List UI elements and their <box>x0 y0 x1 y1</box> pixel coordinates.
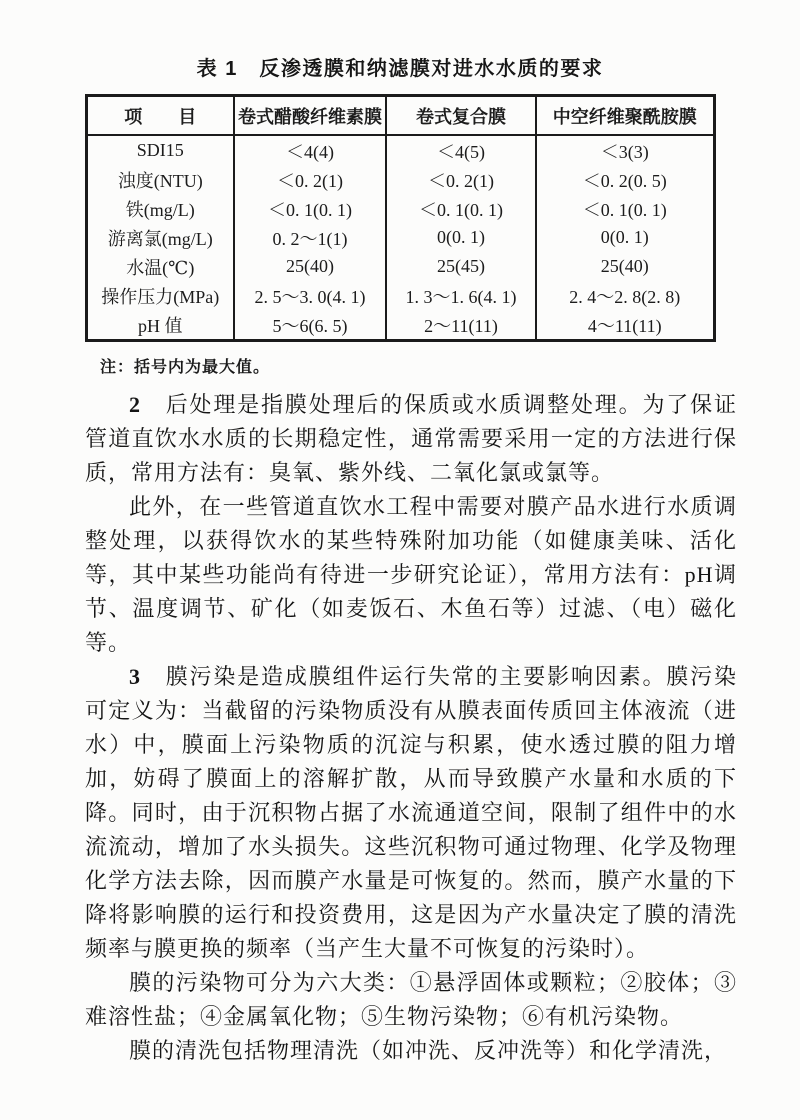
paragraph-number: 3 <box>129 664 141 689</box>
paragraph-number: 2 <box>129 392 141 417</box>
row-label: 铁(mg/L) <box>125 199 195 220</box>
feed-water-quality-table <box>85 94 716 342</box>
table-cell: ＜0. 2(1) <box>234 165 386 194</box>
table-cell: 25(45) <box>386 252 536 281</box>
table-row-free-chlorine <box>86 223 714 252</box>
table-cell: 1. 3～1. 6(4. 1) <box>386 281 536 310</box>
table-cell: 0(0. 1) <box>536 223 714 252</box>
row-label: 操作压力(MPa) <box>101 286 220 307</box>
row-label: 浊度(NTU) <box>117 170 203 191</box>
row-label: SDI15 <box>136 140 184 160</box>
table-cell: ＜0. 2(0. 5) <box>536 165 714 194</box>
header-item: 项 目 <box>86 96 234 136</box>
row-label: 游离氯(mg/L) <box>107 228 213 249</box>
row-label: 水温(℃) <box>126 257 195 278</box>
table-row-water-temperature <box>86 252 714 281</box>
table-cell: ＜3(3) <box>536 135 714 165</box>
paragraph-text: 后处理是指膜处理后的保质或水质调整处理。为了保证管道直饮水水质的长期稳定性，通常需要采用一定的方法进行保质，常用方法有：臭氧、紫外线、二氧化氯或氯等。 <box>85 392 737 485</box>
paragraph-text: 膜的清洗包括物理清洗（如冲洗、反冲洗等）和化学清洗， <box>129 1038 728 1063</box>
table-row-sdi <box>86 135 714 165</box>
table-cell: 2. 4～2. 8(2. 8) <box>536 281 714 310</box>
table-note: 注：括号内为最大值。 <box>100 359 271 376</box>
table-cell: ＜4(5) <box>386 135 536 165</box>
table-cell: 25(40) <box>536 252 714 281</box>
table-row-operating-pressure <box>86 281 714 310</box>
table-caption: 表 1 反渗透膜和纳滤膜对进水水质的要求 <box>196 58 604 80</box>
header-cellulose-acetate-membrane: 卷式醋酸纤维素膜 <box>234 96 386 136</box>
table-row-iron <box>86 194 714 223</box>
table-cell: ＜0. 1(0. 1) <box>386 194 536 223</box>
table-cell: 25(40) <box>234 252 386 281</box>
table-cell: ＜0. 1(0. 1) <box>536 194 714 223</box>
header-polyamide-membrane: 中空纤维聚酰胺膜 <box>536 96 714 136</box>
table-cell: ＜0. 1(0. 1) <box>234 194 386 223</box>
paragraph-membrane-fouling <box>85 660 737 966</box>
row-label: pH 值 <box>138 315 183 336</box>
table-row-turbidity <box>86 165 714 194</box>
table-row-ph <box>86 310 714 341</box>
table-cell: 5～6(6. 5) <box>234 310 386 341</box>
table-cell: 4～11(11) <box>536 310 714 341</box>
table-cell: 2～11(11) <box>386 310 536 341</box>
body-text <box>85 388 737 1068</box>
table-cell: 2. 5～3. 0(4. 1) <box>234 281 386 310</box>
table-cell: 0. 2～1(1) <box>234 223 386 252</box>
paragraph-water-quality-adjustment <box>85 490 737 660</box>
header-composite-membrane: 卷式复合膜 <box>386 96 536 136</box>
paragraph-text: 此外，在一些管道直饮水工程中需要对膜产品水进行水质调整处理，以获得饮水的某些特殊附加功能（如健康美味、活化等，其中某些功能尚有待进一步研究论证），常用方法有：pH调节、温度调节、矿化（如麦饭石、木鱼石等）过滤、（电）磁化等。 <box>85 494 737 655</box>
table-cell: ＜4(4) <box>234 135 386 165</box>
table-header-row <box>86 96 714 136</box>
paragraph-text: 膜的污染物可分为六大类：①悬浮固体或颗粒；②胶体；③难溶性盐；④金属氧化物；⑤生物污染物；⑥有机污染物。 <box>85 970 737 1029</box>
paragraph-post-treatment <box>85 388 737 490</box>
paragraph-membrane-cleaning <box>85 1034 737 1068</box>
table-cell: 0(0. 1) <box>386 223 536 252</box>
table-cell: ＜0. 2(1) <box>386 165 536 194</box>
paragraph-pollutant-categories <box>85 966 737 1034</box>
paragraph-text: 膜污染是造成膜组件运行失常的主要影响因素。膜污染可定义为：当截留的污染物质没有从膜表面传质回主体液流（进水）中，膜面上污染物质的沉淀与积累，使水透过膜的阻力增加，妨碍了膜面上的溶解扩散，从而导致膜产水量和水质的下降。同时，由于沉积物占据了水流通道空间，限制了组件中的水流流动，增加了水头损失。这些沉积物可通过物理、化学及物理化学方法去除，因而膜产水量是可恢复的。然而，膜产水量的下降将影响膜的运行和投资费用，这是因为产水量决定了膜的清洗频率与膜更换的频率（当产生大量不可恢复的污染时）。 <box>85 664 737 961</box>
